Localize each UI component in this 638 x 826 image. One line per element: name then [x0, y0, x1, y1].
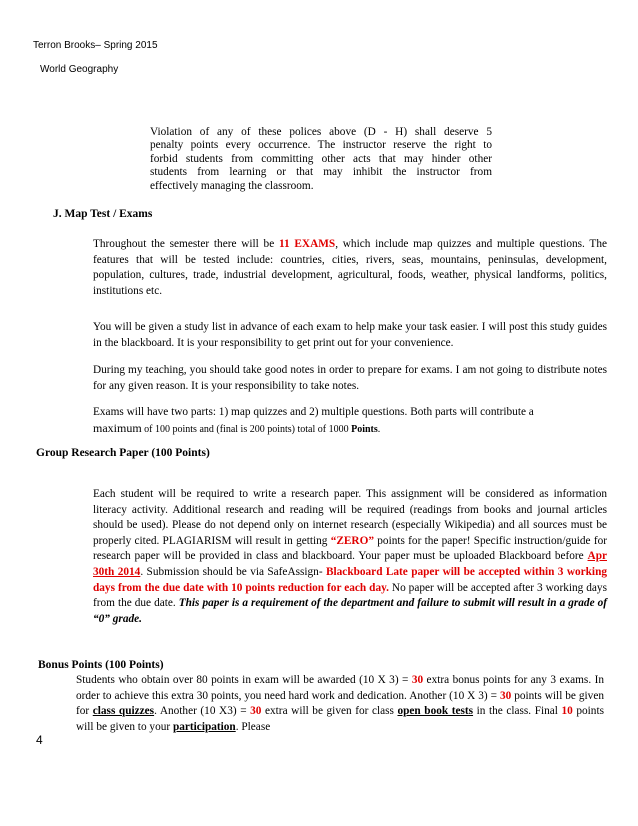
notes-paragraph: During my teaching, you should take good notes in order to prepare for exams. I am not going to distribute notes for any given reason. It is your responsibility to take notes. — [93, 364, 607, 392]
violation-line: effectively managing the classroom. — [150, 179, 314, 192]
section-j-heading: J. Map Test / Exams — [53, 208, 153, 220]
violation-line: Violation of any of these polices above (D - H) shall deserve 5 — [150, 126, 492, 138]
violation-line: students from learning or that may inhibit the instructor from — [150, 166, 492, 179]
class-quizzes: class quizzes — [92, 705, 155, 718]
department-requirement-note: This paper is a requirement of the department and failure to submit will result in a grade of “0” grade. — [93, 597, 607, 625]
violation-line: forbid students from committing other acts that may hinder other — [150, 152, 492, 165]
exams-overview-paragraph: Throughout the semester there will be 11 EXAMS, which include map quizzes and multiple questions. The features that will be tested include: countries, cities, rivers, seas, mountains, peninsulas, development, population, cultures, trade, industrial development, agricultural, foods, weather, physical landforms, politics, institutions etc. — [93, 238, 607, 297]
violation-policy-paragraph — [150, 125, 492, 192]
bonus-points-heading: Bonus Points (100 Points) — [38, 659, 164, 671]
zero-points-warning: “ZERO” — [330, 534, 375, 547]
exam-parts-paragraph: Exams will have two parts: 1) map quizzes and 2) multiple questions. Both parts will contribute a maximum of 100 points and (final is 200 points) total of 1000 Points. — [93, 406, 534, 435]
open-book-tests: open book tests — [397, 705, 474, 718]
bonus-points-paragraph: Students who obtain over 80 points in exam will be awarded (10 X 3) = 30 extra bonus points for any 3 exams. In order to achieve this extra 30 points, you need hard work and dedication. Another (10 X 3) = 30 points will be given for class quizzes. Another (10 X3) = 30 extra will be given for class open book tests in the class. Final 10 points will be given to your participation. Please — [76, 674, 604, 733]
document-header-title: Terron Brooks– Spring 2015 — [33, 40, 158, 51]
exam-count: 11 EXAMS — [278, 238, 336, 250]
due-date: Apr 30th 2014 — [93, 550, 607, 578]
study-list-paragraph: You will be given a study list in advance of each exam to help make your task easier. I will post this study guides in the blackboard. It is your responsibility to get print out for your convenience. — [93, 321, 607, 349]
document-header-course: World Geography — [40, 64, 119, 75]
page-number: 4 — [36, 733, 43, 747]
late-paper-policy: Blackboard Late paper will be accepted within 3 working days from the due date with 10 points reduction for each day. — [93, 565, 608, 594]
research-paper-heading: Group Research Paper (100 Points) — [36, 447, 210, 459]
violation-line: penalty points every occurrence. The instructor reserve the right to — [150, 139, 492, 152]
participation: participation — [172, 720, 236, 733]
research-paper-paragraph: Each student will be required to write a research paper. This assignment will be considered as information literacy activity. Additional research and reading will be required (readings from books and journal articles should be used). Please do not depend only on internet research (especially Wikipedia) and all sources must be properly cited. PLAGIARISM will result in getting “ZERO” points for the paper! Specific instruction/guide for research paper will be provided in class and blackboard. Your paper must be uploaded Blackboard before Apr 30th 2014. Submission should be via SafeAssign- Blackboard Late paper will be accepted within 3 working days from the due date with 10 points reduction for each day. No paper will be accepted after 3 working days from the due date. This paper is a requirement of the department and failure to submit will result in a grade of “0” grade. — [93, 488, 608, 625]
